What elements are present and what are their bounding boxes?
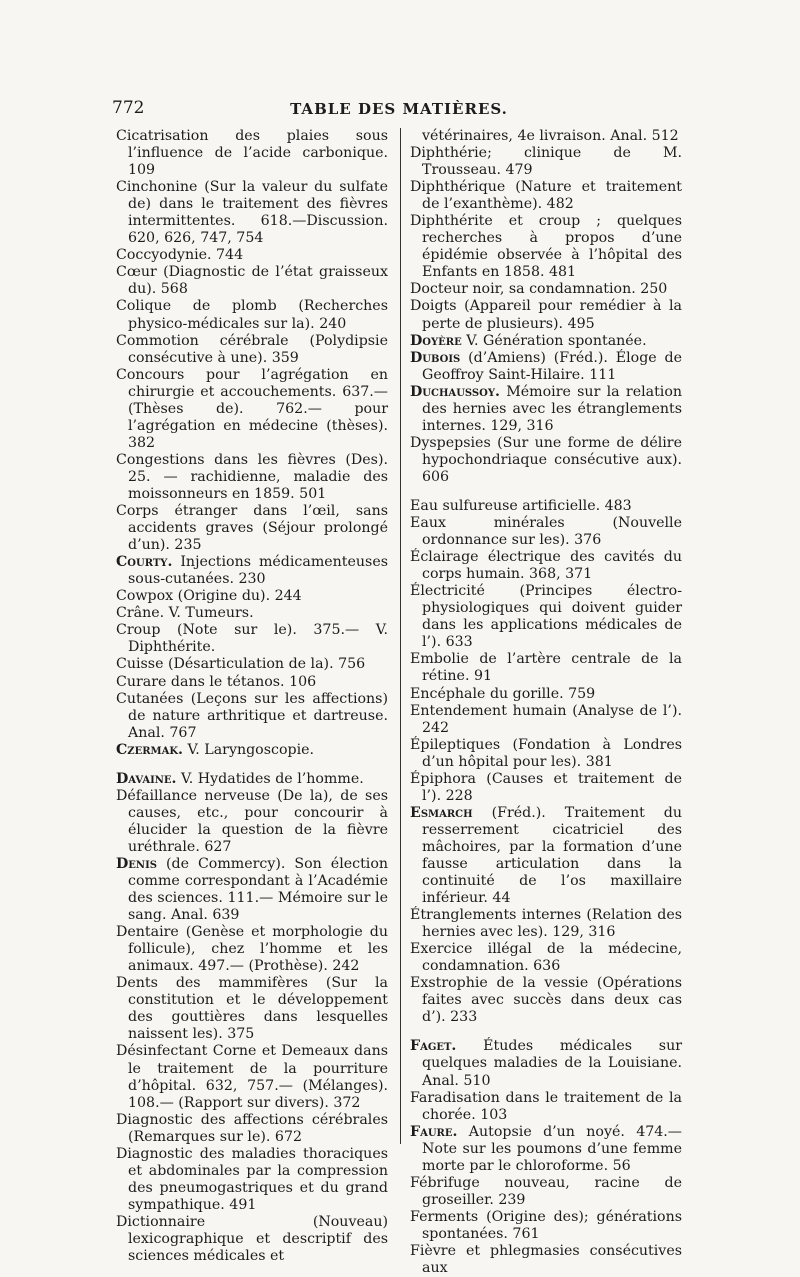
entry-text: Études médicales sur quelques maladies de la Louisiane. Anal. 510 <box>422 1038 682 1089</box>
entry-text: V. Hydatides de l’homme. <box>180 770 364 787</box>
entry-text: Diphthérie; clinique de M. Trousseau. 479 <box>410 145 682 179</box>
section-gap <box>116 759 388 771</box>
index-entry <box>116 503 388 554</box>
entry-text: Corps étranger dans l’œil, sans accidents graves (Séjour prolongé d’un). 235 <box>116 503 388 554</box>
entry-text: Dents des mammifères (Sur la constitution et le développement des gouttières dans lesquelles naissent les). 375 <box>116 975 388 1043</box>
entry-text: Docteur noir, sa condamnation. 250 <box>410 281 668 298</box>
section-gap <box>410 486 682 498</box>
entry-text: Cinchonine (Sur la valeur du sulfate de) dans le traitement des fièvres intermittentes. 618.—Discussion. 620, 626, 747, 754 <box>116 179 388 247</box>
entry-text: Cuisse (Désarticulation de la). 756 <box>116 656 366 673</box>
author-name: Faure. <box>410 1123 458 1140</box>
entry-text: (de Commercy). Son élection comme correspondant à l’Académie des sciences. 111.— Mémoire sur le sang. Anal. 639 <box>128 855 388 924</box>
index-entry <box>410 907 682 941</box>
entry-text: Cœur (Diagnostic de l’état graisseux du). 568 <box>116 264 388 298</box>
index-entry <box>410 1175 682 1209</box>
entry-text: Diphthérique (Nature et traitement de l’exanthème). 482 <box>410 179 682 213</box>
page-number: 772 <box>112 98 145 118</box>
entry-text: Dictionnaire (Nouveau) lexicographique et descriptif des sciences médicales et <box>116 1213 388 1265</box>
entry-text: Mémoire sur la relation des hernies avec les étranglements internes. 129, 316 <box>422 383 683 434</box>
entry-text: Fièvre et phlegmasies consécutives aux <box>410 1243 682 1277</box>
index-entry <box>410 686 682 703</box>
index-entry <box>116 588 388 605</box>
index-entry <box>116 924 388 975</box>
entry-text: Eau sulfureuse artificielle. 483 <box>410 497 632 514</box>
index-entry <box>116 788 388 856</box>
author-name: Faget. <box>410 1038 457 1055</box>
index-entry <box>116 856 388 924</box>
entry-text: Épileptiques (Fondation à Londres d’un hôpital pour les). 381 <box>410 736 682 770</box>
index-entry <box>410 703 682 737</box>
index-entry <box>116 691 388 742</box>
index-entry <box>116 452 388 503</box>
index-entry <box>410 498 682 515</box>
author-name: Courty. <box>116 554 173 571</box>
index-entry <box>116 1146 388 1214</box>
index-entry <box>116 554 388 588</box>
entry-text: Faradisation dans le traitement de la chorée. 103 <box>410 1089 682 1123</box>
entry-text: vétérinaires, 4e livraison. Anal. 512 <box>422 128 679 144</box>
entry-text: Défaillance nerveuse (De la), de ses causes, etc., pour concourir à élucider la question de la fièvre uréthrale. 627 <box>116 787 388 855</box>
index-entry <box>410 435 682 486</box>
entry-text: Croup (Note sur le). 375.— V. Diphthérite. <box>116 622 388 656</box>
entry-text: Cowpox (Origine du). 244 <box>116 588 302 605</box>
author-name: Dubois <box>410 349 461 366</box>
index-entry <box>116 622 388 656</box>
index-entry <box>410 941 682 975</box>
entry-text: Diphthérite et croup ; quelques recherches à propos d’une épidémie observée à l’hôpital des Enfants en 1858. 481 <box>410 213 682 281</box>
index-entry <box>410 213 682 281</box>
index-entry <box>116 1214 388 1265</box>
index-entry <box>410 549 682 583</box>
author-name: Esmarch <box>410 804 473 821</box>
entry-text: Congestions dans les fièvres (Des). 25. — rachidienne, maladie des moissonneurs en 1859. 501 <box>116 451 388 502</box>
index-entry <box>116 179 388 247</box>
entry-text: Encéphale du gorille. 759 <box>410 685 596 702</box>
index-entry <box>410 1124 682 1175</box>
entry-text: Dentaire (Genèse et morphologie du follicule), chez l’homme et les animaux. 497.— (Prothèse). 242 <box>116 924 388 975</box>
entry-text: Entendement humain (Analyse de l’). 242 <box>410 702 682 736</box>
index-entry <box>410 975 682 1026</box>
index-entry <box>410 179 682 213</box>
author-name: Czermak. <box>116 741 183 758</box>
entry-text: Électricité (Principes électro-physiologiques qui doivent guider dans les applications médicales de l’). 633 <box>410 583 682 651</box>
entry-text: Autopsie d’un noyé. 474.— Note sur les poumons d’une femme morte par le chloroforme. 56 <box>422 1123 682 1174</box>
entry-text: Fébrifuge nouveau, racine de groseiller. 239 <box>410 1174 682 1208</box>
index-entry <box>116 771 388 788</box>
entry-text: Diagnostic des affections cérébrales (Remarques sur le). 672 <box>116 1111 388 1145</box>
entry-text: Exstrophie de la vessie (Opérations faites avec succès dans deux cas d’). 233 <box>410 975 682 1026</box>
entry-text: Diagnostic des maladies thoraciques et abdominales par la compression des pneumogastriques et du grand sympathique. 491 <box>116 1145 388 1213</box>
index-entry <box>410 384 682 435</box>
left-column <box>116 128 388 1265</box>
entry-text: (d’Amiens) (Fréd.). Éloge de Geoffroy Saint-Hilaire. 111 <box>422 349 682 383</box>
index-entry <box>116 264 388 298</box>
entry-text: Ferments (Origine des); générations spontanées. 761 <box>410 1208 682 1242</box>
index-entry <box>410 298 682 332</box>
index-entry <box>116 674 388 691</box>
index-entry <box>116 247 388 264</box>
entry-text: Doigts (Appareil pour remédier à la perte de plusieurs). 495 <box>410 298 682 332</box>
author-name: Duchaussoy. <box>410 383 500 400</box>
entry-text: Éclairage électrique des cavités du corps humain. 368, 371 <box>410 549 682 583</box>
index-entry <box>116 742 388 759</box>
entry-text: Épiphora (Causes et traitement de l’). 228 <box>410 770 682 804</box>
entry-text: Étranglements internes (Relation des hernies avec les). 129, 316 <box>410 907 682 941</box>
entry-text: Embolie de l’artère centrale de la rétine. 91 <box>410 651 682 685</box>
column-divider <box>400 128 401 1144</box>
author-name: Doyère <box>410 332 462 349</box>
entry-text: Curare dans le tétanos. 106 <box>116 673 317 690</box>
index-entry <box>410 771 682 805</box>
author-name: Denis <box>116 855 157 872</box>
entry-text: Colique de plomb (Recherches physico-médicales sur la). 240 <box>116 298 388 332</box>
index-entry <box>410 350 682 384</box>
section-gap <box>410 1026 682 1038</box>
entry-text: Concours pour l’agrégation en chirurgie et accouchements. 637.— (Thèses de). 762.— pour l’agrégation en médecine (thèses). 382 <box>116 366 388 451</box>
index-entry <box>410 333 682 350</box>
index-entry <box>410 281 682 298</box>
index-entry <box>410 651 682 685</box>
index-entry <box>116 333 388 367</box>
index-entry <box>410 1090 682 1124</box>
index-entry <box>116 656 388 673</box>
index-entry <box>116 605 388 622</box>
index-entry <box>410 1209 682 1243</box>
entry-text: Commotion cérébrale (Polydipsie consécutive à une). 359 <box>116 332 388 366</box>
index-entry <box>410 145 682 179</box>
index-entry <box>410 515 682 549</box>
index-entry <box>116 975 388 1043</box>
entry-text: V. Laryngoscopie. <box>187 741 315 758</box>
index-entry <box>410 1243 682 1277</box>
index-entry <box>410 805 682 907</box>
index-entry <box>116 128 388 179</box>
entry-text: Coccyodynie. 744 <box>116 247 244 264</box>
entry-text: Cicatrisation des plaies sous l’influence de l’acide carbonique. 109 <box>116 128 388 179</box>
entry-text: Désinfectant Corne et Demeaux dans le traitement de la pourriture d’hôpital. 632, 757.— (Mélanges). 108.— (Rapport sur divers). 372 <box>116 1043 388 1111</box>
index-entry <box>410 128 682 145</box>
entry-text: Dyspepsies (Sur une forme de délire hypochondriaque consécutive aux). 606 <box>410 434 682 485</box>
entry-text: Eaux minérales (Nouvelle ordonnance sur les). 376 <box>410 515 682 549</box>
entry-text: Exercice illégal de la médecine, condamnation. 636 <box>410 941 682 975</box>
index-entry <box>116 1043 388 1111</box>
index-entry <box>116 1112 388 1146</box>
right-column <box>410 128 682 1277</box>
page-title: TABLE DES MATIÈRES. <box>290 100 508 118</box>
author-name: Davaine. <box>116 770 177 787</box>
entry-text: Crâne. V. Tumeurs. <box>116 605 254 622</box>
index-entry <box>116 367 388 452</box>
entry-text: Cutanées (Leçons sur les affections) de nature arthritique et dartreuse. Anal. 767 <box>116 690 388 741</box>
entry-text: (Fréd.). Traitement du resserrement cicatriciel des mâchoires, par la formation d’une fausse articulation dans la continuité de l’os maxillaire inférieur. 44 <box>422 804 682 907</box>
entry-text: Injections médicamenteuses sous-cutanées. 230 <box>128 554 388 588</box>
page-header <box>112 98 686 122</box>
index-entry <box>410 583 682 651</box>
entry-text: V. Génération spontanée. <box>466 332 647 349</box>
index-entry <box>116 298 388 332</box>
index-entry <box>410 1038 682 1089</box>
index-entry <box>410 737 682 771</box>
